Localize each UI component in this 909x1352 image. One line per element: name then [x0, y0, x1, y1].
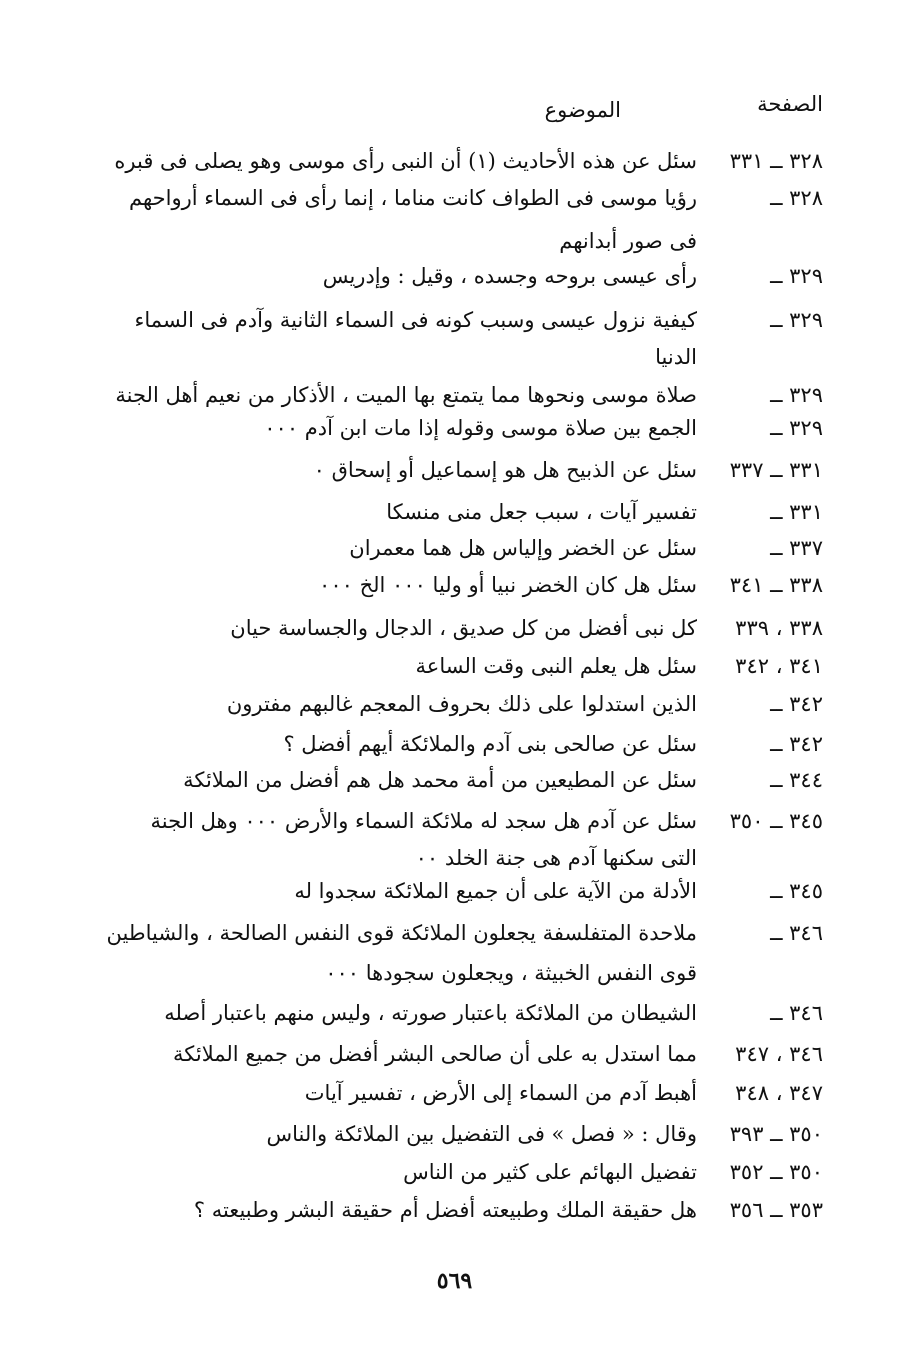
index-row	[0, 610, 909, 646]
page-ref: ٣٤٥ ــ	[770, 879, 823, 903]
topic-text: وقال : « فصل » فى التفضيل بين الملائكة والناس	[266, 1122, 697, 1146]
topic-text: صلاة موسى ونحوها مما يتمتع بها الميت ، الأذكار من نعيم أهل الجنة	[115, 383, 697, 407]
index-row	[0, 494, 909, 530]
topic-text: رأى عيسى بروحه وجسده ، وقيل : وإدريس	[322, 264, 697, 288]
page-ref: ٣٤٦ ــ	[770, 1001, 823, 1025]
page-ref: ٣٤١ ، ٣٤٢	[735, 654, 823, 678]
page-ref: ٣٤٢ ــ	[770, 732, 823, 756]
topic-text: كيفية نزول عيسى وسبب كونه فى السماء الثانية وآدم فى السماء	[134, 308, 697, 332]
index-row	[0, 452, 909, 488]
index-row	[0, 955, 909, 991]
page-number: ٥٦٩	[436, 1268, 473, 1294]
page-ref: ٣٣٧ ــ	[770, 536, 823, 560]
page-ref: ٣٢٨ ــ ٣٣١	[729, 149, 823, 173]
topic-text: سئل عن آدم هل سجد له ملائكة السماء والأرض ٠٠٠ وهل الجنة	[150, 809, 697, 833]
topic-text: الشيطان من الملائكة باعتبار صورته ، وليس منهم باعتبار أصله	[164, 1001, 697, 1025]
index-row	[0, 686, 909, 722]
topic-text: هل حقيقة الملك وطبيعته أفضل أم حقيقة البشر وطبيعته ؟	[193, 1198, 697, 1222]
index-row	[0, 915, 909, 951]
page-ref: ٣٤٤ ــ	[770, 768, 823, 792]
page-ref: ٣٤٥ ــ ٣٥٠	[729, 809, 823, 833]
index-row	[0, 840, 909, 876]
page-ref: ٣٥٣ ــ ٣٥٦	[729, 1198, 823, 1222]
index-row	[0, 1036, 909, 1072]
index-row	[0, 530, 909, 566]
index-row	[0, 726, 909, 762]
topic-text: الذين استدلوا على ذلك بحروف المعجم غالبهم مفترون	[226, 692, 697, 716]
index-row	[0, 258, 909, 294]
index-row	[0, 1075, 909, 1111]
topic-text: سئل هل يعلم النبى وقت الساعة	[415, 654, 697, 678]
topic-text: قوى النفس الخبيثة ، ويجعلون سجودها ٠٠٠	[325, 961, 697, 985]
topic-text: مما استدل به على أن صالحى البشر أفضل من جميع الملائكة	[173, 1042, 697, 1066]
page-ref: ٣٢٩ ــ	[770, 308, 823, 332]
topic-text: الأدلة من الآية على أن جميع الملائكة سجدوا له	[294, 879, 697, 903]
index-row	[0, 567, 909, 603]
index-row	[0, 410, 909, 446]
page-ref: ٣٣٨ ــ ٣٤١	[729, 573, 823, 597]
topic-column-header: الموضوع	[544, 98, 621, 122]
topic-text: كل نبى أفضل من كل صديق ، الدجال والجساسة حيان	[230, 616, 697, 640]
index-row	[0, 377, 909, 413]
page-ref: ٣٣١ ــ ٣٣٧	[729, 458, 823, 482]
index-row	[0, 803, 909, 839]
page-ref: ٣٢٩ ــ	[770, 383, 823, 407]
index-row	[0, 339, 909, 375]
index-row	[0, 995, 909, 1031]
topic-text: الدنيا	[655, 345, 697, 369]
index-row	[0, 302, 909, 338]
topic-text: التى سكنها آدم هى جنة الخلد ٠٠	[415, 846, 697, 870]
topic-text: سئل عن الخضر وإلياس هل هما معمران	[349, 536, 697, 560]
index-row	[0, 762, 909, 798]
page-ref: ٣٤٢ ــ	[770, 692, 823, 716]
page-ref: ٣٣٨ ، ٣٣٩	[735, 616, 823, 640]
index-row	[0, 1154, 909, 1190]
topic-text: سئل هل كان الخضر نبيا أو وليا ٠٠٠ الخ ٠٠٠	[319, 573, 697, 597]
index-row	[0, 180, 909, 216]
page-column-header: الصفحة	[757, 92, 823, 116]
page-ref: ٣٢٩ ــ	[770, 264, 823, 288]
page-ref: ٣٤٧ ، ٣٤٨	[735, 1081, 823, 1105]
index-row	[0, 223, 909, 259]
topic-text: تفسير آيات ، سبب جعل منى منسكا	[386, 500, 697, 524]
page-ref: ٣٢٩ ــ	[770, 416, 823, 440]
topic-text: أهبط آدم من السماء إلى الأرض ، تفسير آيات	[304, 1081, 697, 1105]
index-row	[0, 143, 909, 179]
topic-text: سئل عن المطيعين من أمة محمد هل هم أفضل من الملائكة	[183, 768, 697, 792]
topic-text: تفضيل البهائم على كثير من الناس	[403, 1160, 697, 1184]
topic-text: سئل عن هذه الأحاديث (١) أن النبى رأى موسى وهو يصلى فى قبره	[114, 149, 697, 173]
page-ref: ٣٤٦ ــ	[770, 921, 823, 945]
page-ref: ٣٥٠ ــ ٣٩٣	[729, 1122, 823, 1146]
topic-text: فى صور أبدانهم	[559, 229, 697, 253]
page-ref: ٣٣١ ــ	[770, 500, 823, 524]
page-ref: ٣٤٦ ، ٣٤٧	[735, 1042, 823, 1066]
index-row	[0, 1116, 909, 1152]
column-headers	[0, 92, 909, 132]
page-ref: ٣٢٨ ــ	[770, 186, 823, 210]
topic-text: الجمع بين صلاة موسى وقوله إذا مات ابن آدم ٠٠٠	[264, 416, 697, 440]
page-ref: ٣٥٠ ــ ٣٥٢	[729, 1160, 823, 1184]
index-row	[0, 648, 909, 684]
topic-text: سئل عن صالحى بنى آدم والملائكة أيهم أفضل ؟	[283, 732, 697, 756]
index-row	[0, 873, 909, 909]
topic-text: رؤيا موسى فى الطواف كانت مناما ، إنما رأى فى السماء أرواحهم	[128, 186, 697, 210]
topic-text: ملاحدة المتفلسفة يجعلون الملائكة قوى النفس الصالحة ، والشياطين	[106, 921, 697, 945]
index-row	[0, 1192, 909, 1228]
topic-text: سئل عن الذبيح هل هو إسماعيل أو إسحاق ٠	[313, 458, 697, 482]
